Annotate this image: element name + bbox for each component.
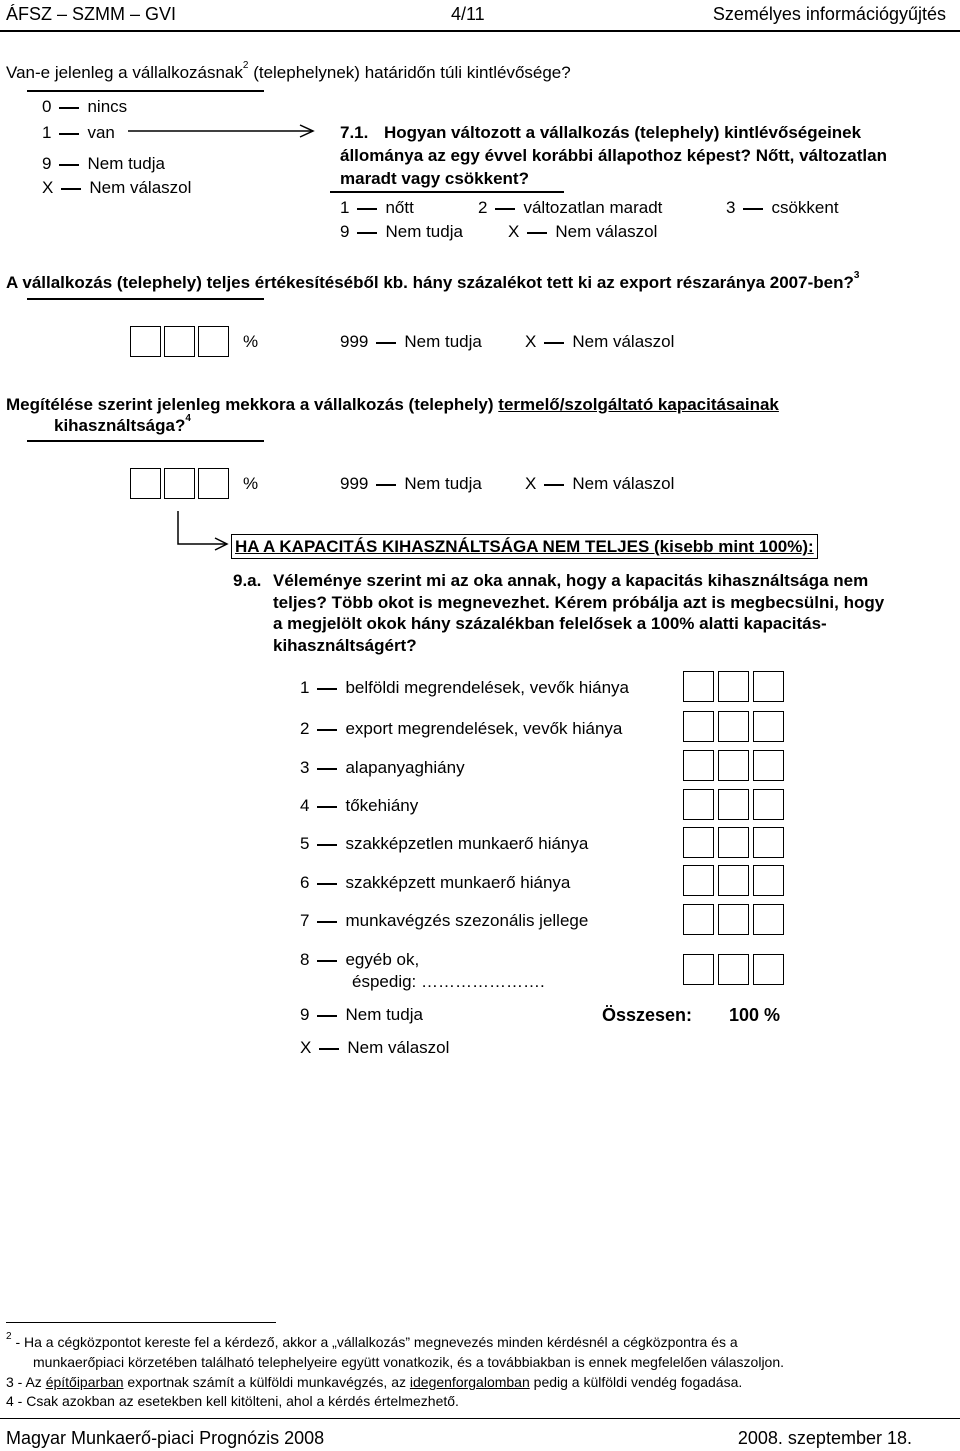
q9-option-noanswer[interactable]: X Nem válaszol bbox=[525, 474, 675, 493]
q9a-number: 9.a. bbox=[233, 571, 262, 590]
q9a-item-box[interactable] bbox=[753, 750, 784, 781]
q9a-total-label: Összesen: bbox=[602, 1005, 693, 1025]
q9a-item-box[interactable] bbox=[753, 671, 784, 702]
q9a-item-box[interactable] bbox=[683, 954, 714, 985]
q71-underline bbox=[330, 191, 564, 193]
q9a-line1: Véleménye szerint mi az oka annak, hogy a kapacitás kihasználtsága nem bbox=[273, 571, 869, 590]
q9a-item-box[interactable] bbox=[718, 954, 749, 985]
q9a-option-dontknow[interactable]: 9 Nem tudja bbox=[300, 1005, 423, 1024]
q9a-item-box[interactable] bbox=[718, 671, 749, 702]
q9a-line2: teljes? Több okot is megnevezhet. Kérem próbálja azt is megbecsülni, hogy bbox=[273, 593, 885, 612]
q8-question: A vállalkozás (telephely) teljes értékesítéséből kb. hány százalékot tett ki az export részaránya 2007-ben?$^3$ bbox=[6, 270, 860, 292]
footnote-2-line2: munkaerőpiaci körzetében található telephelyeire együtt vonatkozik, és a továbbiakban is ennek megfelelően válaszoljon. bbox=[33, 1354, 785, 1370]
q9-question-line1: Megítélése szerint jelenleg mekkora a vállalkozás (telephely) termelő/szolgáltató kapacitásainak bbox=[6, 395, 779, 414]
q71-option[interactable]: 2 változatlan maradt bbox=[478, 198, 663, 217]
q71-option[interactable]: 3 csökkent bbox=[726, 198, 839, 217]
q9-option-dontknow[interactable]: 999 Nem tudja bbox=[340, 474, 482, 493]
footer-date: 2008. szeptember 18. bbox=[737, 1428, 912, 1448]
q8-option-dontknow[interactable]: 999 Nem tudja bbox=[340, 332, 482, 351]
q9a-item-box[interactable] bbox=[718, 750, 749, 781]
q9a-item-box[interactable] bbox=[753, 711, 784, 742]
q9-question-line2: kihasználtsága?$^4$ bbox=[54, 413, 191, 435]
q9a-item-box[interactable] bbox=[753, 954, 784, 985]
q9-digit-box[interactable] bbox=[164, 468, 195, 499]
q9a-item-box[interactable] bbox=[683, 865, 714, 896]
q9a-item: 1 belföldi megrendelések, vevők hiánya bbox=[300, 678, 629, 697]
header-page-number: 4/11 bbox=[451, 4, 485, 24]
q9a-item: 3 alapanyaghiány bbox=[300, 758, 465, 777]
q9a-item: 8 egyéb ok, bbox=[300, 950, 420, 969]
q9a-item-box[interactable] bbox=[753, 827, 784, 858]
q9a-item-box[interactable] bbox=[718, 827, 749, 858]
q9a-item-box[interactable] bbox=[718, 865, 749, 896]
q8-underline bbox=[27, 298, 264, 300]
footnote-separator bbox=[6, 1322, 276, 1323]
q9a-item-box[interactable] bbox=[718, 789, 749, 820]
q9a-item-box[interactable] bbox=[683, 711, 714, 742]
q71-option[interactable]: 1 nőtt bbox=[340, 198, 414, 217]
footer-left: Magyar Munkaerő-piaci Prognózis 2008 bbox=[6, 1428, 325, 1448]
q9a-item-box[interactable] bbox=[753, 865, 784, 896]
footnote-2-line1: $^2$ - Ha a cégközpontot kereste fel a kérdező, akkor a „vállalkozás” megnevezés minden kérdésnél a cégközpontra és a bbox=[6, 1331, 738, 1350]
q9a-item: 6 szakképzett munkaerő hiánya bbox=[300, 873, 571, 892]
q7-option[interactable]: X Nem válaszol bbox=[42, 178, 192, 197]
q9a-line4: kihasználtságért? bbox=[273, 636, 417, 655]
q9a-item-box[interactable] bbox=[683, 750, 714, 781]
q9a-item8-other-field[interactable]: éspedig: …………………. bbox=[352, 972, 545, 991]
q71-number: 7.1. bbox=[340, 123, 369, 142]
q71-line2: állománya az egy évvel korábbi állapothoz képest? Nőtt, változatlan bbox=[340, 146, 887, 165]
q7-option[interactable]: 0 nincs bbox=[42, 97, 128, 116]
q9-underline bbox=[27, 440, 264, 442]
q9a-line3: a megjelölt okok hány százalékban felelősek a 100% alatti kapacitás- bbox=[273, 614, 827, 633]
filter-instruction-box: HA A KAPACITÁS KIHASZNÁLTSÁGA NEM TELJES (kisebb mint 100%): bbox=[231, 534, 818, 559]
q9a-item: 7 munkavégzés szezonális jellege bbox=[300, 911, 589, 930]
q9a-item-box[interactable] bbox=[718, 711, 749, 742]
q9a-item: 4 tőkehiány bbox=[300, 796, 419, 815]
q7-option[interactable]: 9 Nem tudja bbox=[42, 154, 165, 173]
q9a-total-value: 100 % bbox=[729, 1005, 781, 1025]
q71-line1: Hogyan változott a vállalkozás (telephely) kintlévőségeinek bbox=[384, 123, 862, 142]
q71-option[interactable]: X Nem válaszol bbox=[508, 222, 658, 241]
header-right: Személyes információgyűjtés bbox=[712, 4, 946, 24]
q9a-option-noanswer[interactable]: X Nem válaszol bbox=[300, 1038, 450, 1057]
footnote-3: 3 - Az építőiparban exportnak számít a külföldi munkavégzés, az idegenforgalomban pedig a külföldi vendég fogadása. bbox=[6, 1374, 743, 1390]
q8-digit-box[interactable] bbox=[130, 326, 161, 357]
q8-digit-box[interactable] bbox=[164, 326, 195, 357]
q71-line3: maradt vagy csökkent? bbox=[340, 169, 529, 188]
q8-digit-box[interactable] bbox=[198, 326, 229, 357]
q9a-item: 2 export megrendelések, vevők hiánya bbox=[300, 719, 623, 738]
q71-option[interactable]: 9 Nem tudja bbox=[340, 222, 463, 241]
q9a-item-box[interactable] bbox=[753, 789, 784, 820]
header-rule bbox=[0, 30, 960, 32]
q9a-item-box[interactable] bbox=[683, 904, 714, 935]
q9a-item-box[interactable] bbox=[683, 789, 714, 820]
footer-rule bbox=[0, 1418, 960, 1419]
arrow-right-icon bbox=[128, 124, 318, 140]
q9a-item: 5 szakképzetlen munkaerő hiánya bbox=[300, 834, 589, 853]
q8-option-noanswer[interactable]: X Nem válaszol bbox=[525, 332, 675, 351]
q8-unit: % bbox=[243, 332, 259, 351]
q9a-item-box[interactable] bbox=[753, 904, 784, 935]
q9-digit-box[interactable] bbox=[198, 468, 229, 499]
q7-underline bbox=[27, 90, 264, 92]
q7-option[interactable]: 1 van bbox=[42, 123, 115, 142]
q9-unit: % bbox=[243, 474, 259, 493]
q9-digit-box[interactable] bbox=[130, 468, 161, 499]
q9a-item-box[interactable] bbox=[683, 671, 714, 702]
header-left: ÁFSZ – SZMM – GVI bbox=[6, 4, 177, 24]
q7-question: Van-e jelenleg a vállalkozásnak$^2$ (telephelynek) határidőn túli kintlévősége? bbox=[6, 60, 571, 82]
q9a-item-box[interactable] bbox=[718, 904, 749, 935]
elbow-arrow-icon bbox=[172, 510, 232, 556]
footnote-4: 4 - Csak azokban az esetekben kell kitölteni, ahol a kérdés értelmezhető. bbox=[6, 1393, 459, 1409]
q9a-item-box[interactable] bbox=[683, 827, 714, 858]
